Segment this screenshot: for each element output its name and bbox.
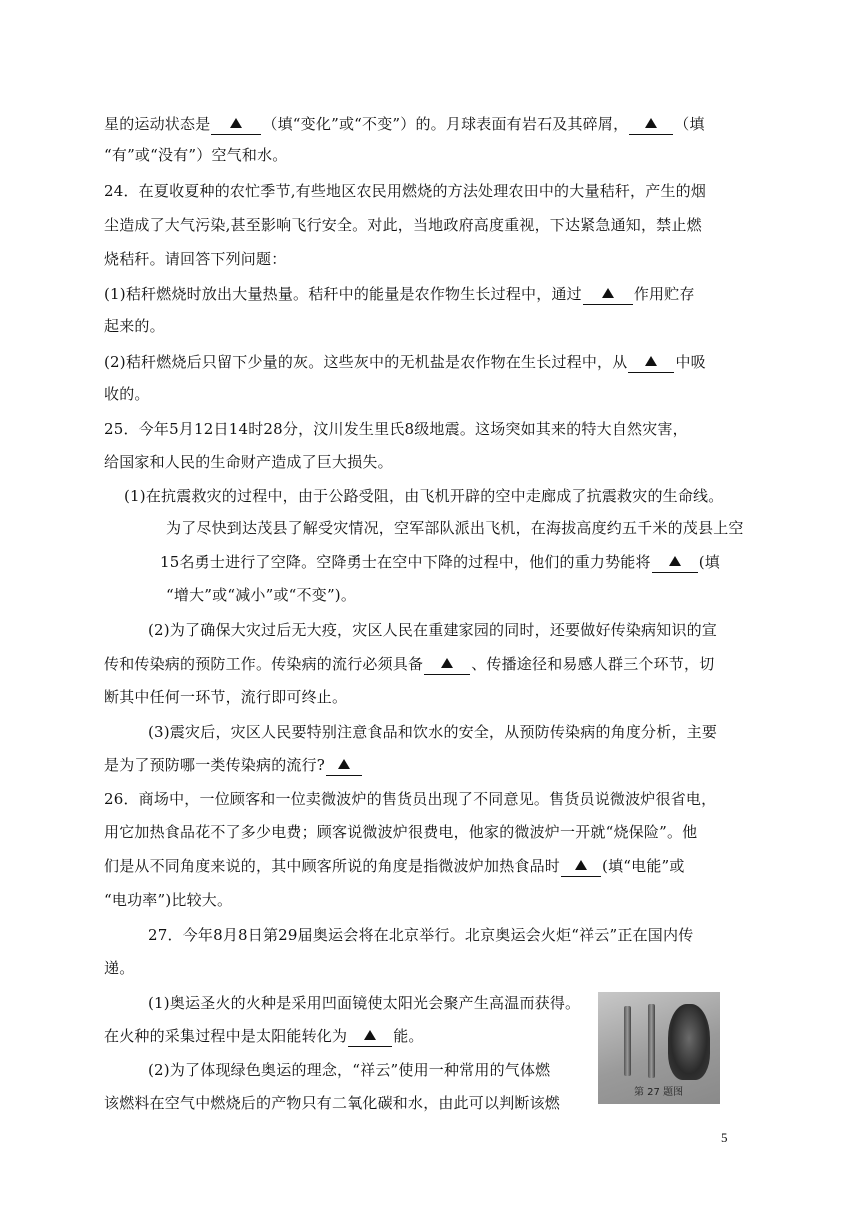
text-line: (1)奥运圣火的火种是采用凹面镜使太阳光会聚产生高温而获得。	[148, 994, 581, 1012]
answer-blank	[326, 759, 362, 776]
text-line: (1)秸秆燃烧时放出大量热量。秸秆中的能量是农作物生长过程中，通过 作用贮存	[104, 285, 695, 303]
olympic-torch-figure	[598, 992, 720, 1104]
triangle-marker-icon	[364, 1030, 376, 1040]
triangle-marker-icon	[338, 759, 350, 769]
text-line: 该燃料在空气中燃烧后的产物只有二氧化碳和水，由此可以判断该燃	[104, 1094, 561, 1112]
text-line: 断其中任何一环节，流行即可终止。	[104, 688, 348, 706]
answer-blank	[652, 556, 698, 573]
text-line: 起来的。	[104, 317, 165, 335]
text-line: (2)为了确保大灾过后无大疫，灾区人民在重建家园的同时，还要做好传染病知识的宣	[148, 621, 718, 639]
text-line: (1)在抗震救灾的过程中，由于公路受阻，由飞机开辟的空中走廊成了抗震救灾的生命线。	[124, 487, 724, 505]
text-line: 用它加热食品花不了多少电费；顾客说微波炉很费电，他家的微波炉一开就“烧保险”。他	[104, 823, 698, 841]
triangle-marker-icon	[575, 860, 587, 870]
answer-blank	[561, 860, 601, 877]
text-line: “增大”或“减小”或“不变”)。	[166, 586, 357, 604]
answer-blank	[348, 1030, 392, 1047]
triangle-marker-icon	[669, 556, 681, 566]
flame-image	[668, 1004, 710, 1080]
page-number: 5	[721, 1130, 728, 1145]
question-25-line: 25．今年5月12日14时28分，汶川发生里氏8级地震。这场突如其来的特大自然灾害，	[104, 420, 688, 438]
figure-caption: 第 27 题图	[634, 1087, 684, 1098]
answer-blank	[628, 356, 674, 373]
answer-blank	[211, 118, 261, 135]
torch-image	[648, 1004, 655, 1078]
text-line: 递。	[104, 959, 135, 977]
text-line: 星的运动状态是 （填“变化”或“不变”）的。月球表面有岩石及其碎屑， （填	[104, 115, 705, 133]
question-27-line: 27．今年8月8日第29届奥运会将在北京举行。北京奥运会火炬“祥云”正在国内传	[148, 926, 694, 944]
answer-blank	[629, 118, 673, 135]
text-line: 给国家和人民的生命财产造成了巨大损失。	[104, 453, 393, 471]
text-line: 们是从不同角度来说的，其中顾客所说的角度是指微波炉加热食品时 (填“电能”或	[104, 857, 685, 875]
text-line: 15名勇士进行了空降。空降勇士在空中下降的过程中，他们的重力势能将 (填	[160, 553, 720, 571]
text-line: 尘造成了大气污染,甚至影响飞行安全。对此，当地政府高度重视，下达紧急通知，禁止燃	[104, 216, 702, 234]
text-line: “有”或“没有”）空气和水。	[104, 146, 288, 164]
text-line: (3)震灾后，灾区人民要特别注意食品和饮水的安全，从预防传染病的角度分析，主要	[148, 723, 718, 741]
triangle-marker-icon	[645, 118, 657, 128]
triangle-marker-icon	[645, 356, 657, 366]
triangle-marker-icon	[602, 288, 614, 298]
text-line: 在火种的采集过程中是太阳能转化为 能。	[104, 1027, 424, 1045]
answer-blank	[583, 288, 633, 305]
answer-blank	[424, 658, 470, 675]
text-line: 收的。	[104, 385, 150, 403]
text-line: 传和传染病的预防工作。传染病的流行必须具备 、传播途径和易感人群三个环节，切	[104, 655, 715, 673]
triangle-marker-icon	[230, 118, 242, 128]
torch-image	[624, 1006, 631, 1076]
text-line: (2)为了体现绿色奥运的理念，“祥云”使用一种常用的气体燃	[148, 1061, 551, 1079]
text-line: “电功率”)比较大。	[104, 891, 233, 909]
text-line: 是为了预防哪一类传染病的流行?	[104, 755, 363, 776]
question-26-line: 26．商场中，一位顾客和一位卖微波炉的售货员出现了不同意见。售货员说微波炉很省电，	[104, 790, 717, 808]
text-line: (2)秸秆燃烧后只留下少量的灰。这些灰中的无机盐是农作物在生长过程中，从 中吸	[104, 353, 706, 371]
triangle-marker-icon	[441, 658, 453, 668]
question-24-line: 24．在夏收夏种的农忙季节,有些地区农民用燃烧的方法处理农田中的大量秸秆，产生的烟	[104, 182, 707, 200]
text-line: 为了尽快到达茂县了解受灾情况，空军部队派出飞机，在海拔高度约五千米的茂县上空	[166, 519, 744, 537]
text-line: 烧秸秆。请回答下列问题：	[104, 250, 287, 268]
